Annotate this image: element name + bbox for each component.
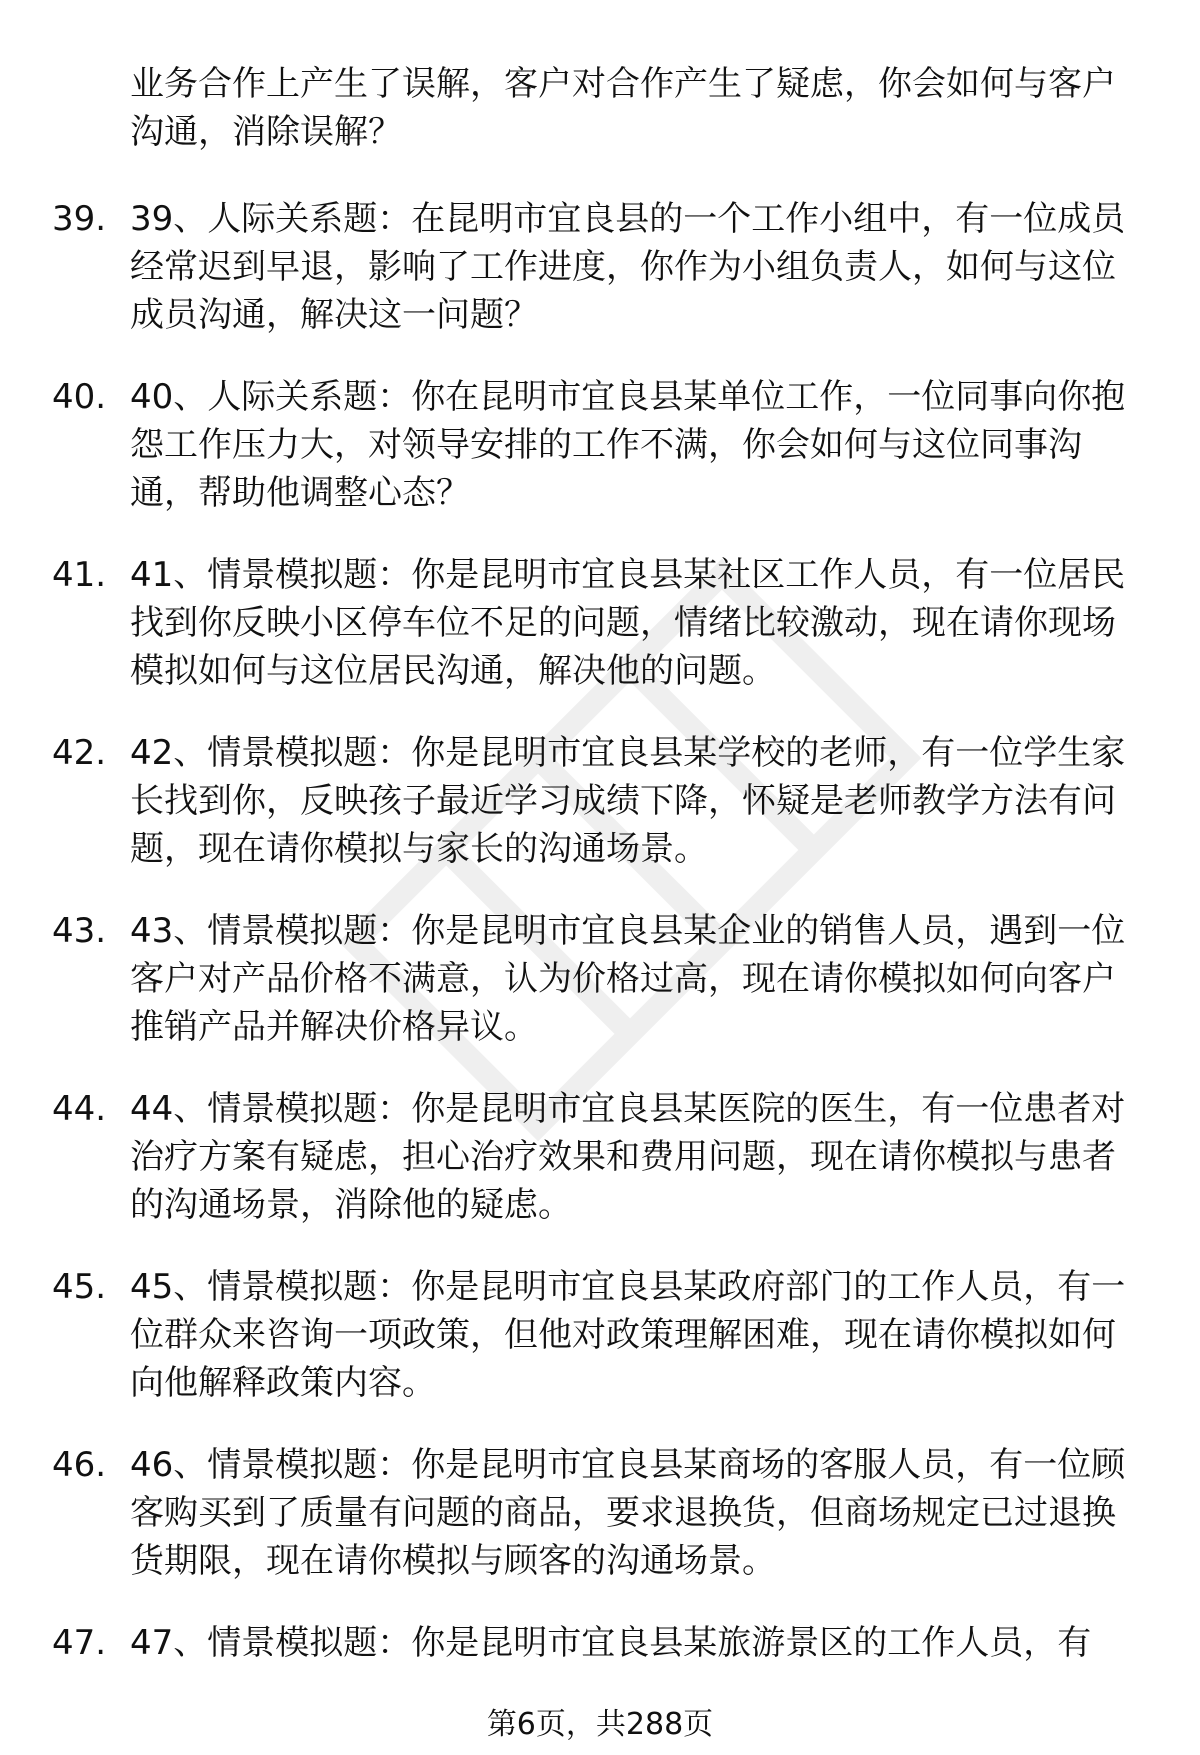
question-item <box>0 1263 1200 1441</box>
question-text: 44、情景模拟题：你是昆明市宜良县某医院的医生，有一位患者对治疗方案有疑虑，担心治疗效果和费用问题，现在请你模拟与患者的沟通场景，消除他的疑虑。 <box>130 1089 1126 1225</box>
question-item <box>0 907 1200 1085</box>
continuation-paragraph: 业务合作上产生了误解，客户对合作产生了疑虑，你会如何与客户沟通，消除误解？ <box>130 64 1116 152</box>
question-item <box>0 373 1200 551</box>
question-text: 42、情景模拟题：你是昆明市宜良县某学校的老师，有一位学生家长找到你，反映孩子最近学习成绩下降，怀疑是老师教学方法有问题，现在请你模拟与家长的沟通场景。 <box>130 733 1126 869</box>
question-item <box>0 195 1200 373</box>
question-number: 41. <box>52 555 107 595</box>
question-number: 44. <box>52 1089 107 1129</box>
question-number: 40. <box>52 377 107 417</box>
question-number: 39. <box>52 199 107 239</box>
question-number: 43. <box>52 911 107 951</box>
question-text: 40、人际关系题：你在昆明市宜良县某单位工作，一位同事向你抱怨工作压力大，对领导安排的工作不满，你会如何与这位同事沟通，帮助他调整心态？ <box>130 377 1126 513</box>
question-text: 47、情景模拟题：你是昆明市宜良县某旅游景区的工作人员，有 <box>130 1623 1092 1663</box>
question-number: 47. <box>52 1623 107 1663</box>
question-text: 39、人际关系题：在昆明市宜良县的一个工作小组中，有一位成员经常迟到早退，影响了工作进度，你作为小组负责人，如何与这位成员沟通，解决这一问题？ <box>130 199 1126 335</box>
question-text: 45、情景模拟题：你是昆明市宜良县某政府部门的工作人员，有一位群众来咨询一项政策，但他对政策理解困难，现在请你模拟如何向他解释政策内容。 <box>130 1267 1126 1403</box>
question-item <box>0 729 1200 907</box>
question-number: 42. <box>52 733 107 773</box>
question-text: 43、情景模拟题：你是昆明市宜良县某企业的销售人员，遇到一位客户对产品价格不满意，认为价格过高，现在请你模拟如何向客户推销产品并解决价格异议。 <box>130 911 1126 1047</box>
question-item <box>0 1085 1200 1263</box>
question-list <box>0 195 1200 1679</box>
question-item <box>0 551 1200 729</box>
question-text: 46、情景模拟题：你是昆明市宜良县某商场的客服人员，有一位顾客购买到了质量有问题的商品，要求退换货，但商场规定已过退换货期限，现在请你模拟与顾客的沟通场景。 <box>130 1445 1126 1581</box>
question-item <box>0 1441 1200 1619</box>
question-number: 45. <box>52 1267 107 1307</box>
question-number: 46. <box>52 1445 107 1485</box>
page-number-footer: 第6页，共288页 <box>486 1707 714 1742</box>
question-text: 41、情景模拟题：你是昆明市宜良县某社区工作人员，有一位居民找到你反映小区停车位不足的问题，情绪比较激动，现在请你现场模拟如何与这位居民沟通，解决他的问题。 <box>130 555 1126 691</box>
question-item <box>0 1619 1200 1679</box>
